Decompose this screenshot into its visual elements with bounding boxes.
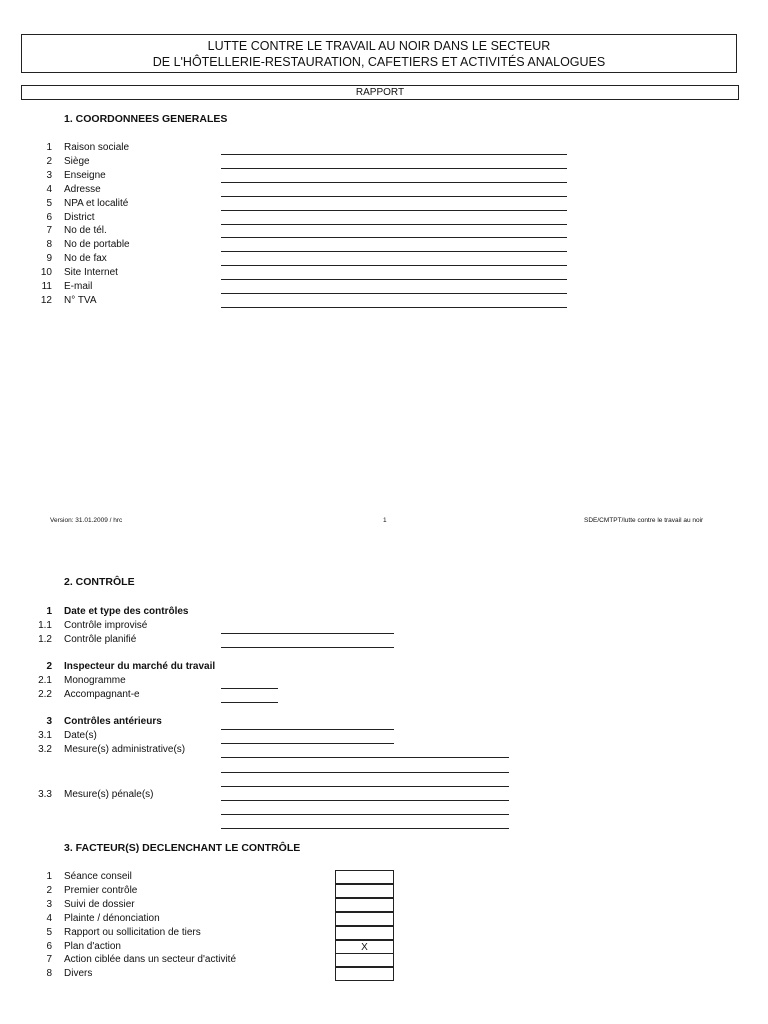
item-number: 2.1 (38, 675, 52, 686)
item-number: 9 (46, 253, 52, 265)
item-number: 8 (46, 968, 52, 980)
footer-version: Version: 31.01.2009 / hrc (50, 517, 123, 524)
controle-planifie-field[interactable] (221, 647, 394, 648)
group-1-number: 1 (46, 606, 52, 617)
mesures-admin-field-1[interactable] (221, 757, 509, 758)
item-number: 1.2 (38, 634, 52, 645)
item-label: Divers (64, 968, 93, 980)
group-1-title: Date et type des contrôles (64, 606, 189, 617)
dates-field[interactable] (221, 743, 394, 744)
item-label: District (64, 211, 95, 223)
item-label: Rapport ou sollicitation de tiers (64, 926, 201, 938)
item-label: E-mail (64, 281, 93, 292)
item-number: 2 (46, 884, 52, 896)
item-label: Mesure(s) pénale(s) (64, 789, 154, 800)
controle-improvise-field[interactable] (221, 633, 394, 634)
group-2-number: 2 (46, 661, 52, 672)
document-title-box (21, 34, 737, 73)
group-2-title: Inspecteur du marché du travail (64, 661, 216, 672)
section-1-title: 1. COORDONNEES GENERALES (64, 113, 228, 125)
item-number: 3.3 (38, 789, 52, 800)
rapport-heading: RAPPORT (21, 85, 739, 100)
section-3-title: 3. FACTEUR(S) DECLENCHANT LE CONTRÔLE (64, 842, 301, 854)
item-label: Adresse (64, 183, 101, 195)
item-number: 4 (46, 912, 52, 924)
coordonnee-field[interactable] (221, 279, 567, 280)
mesures-penales-field-2[interactable] (221, 800, 509, 801)
section-2-title: 2. CONTRÔLE (64, 576, 135, 588)
facteur-checkbox[interactable] (335, 926, 394, 940)
item-number: 10 (40, 267, 52, 279)
monogramme-field[interactable] (221, 688, 278, 689)
item-label: Suivi de dossier (64, 898, 135, 910)
item-label: Contrôle planifié (64, 634, 137, 645)
item-number: 4 (46, 183, 52, 195)
group-3-number: 3 (46, 716, 52, 727)
item-number: 2 (46, 155, 52, 167)
item-number: 12 (40, 294, 52, 306)
item-label: Accompagnant-e (64, 689, 140, 700)
item-label: Siège (64, 155, 90, 167)
facteur-checkbox[interactable] (335, 967, 394, 981)
coordonnee-field[interactable] (221, 196, 567, 197)
item-label: No de fax (64, 253, 107, 265)
controles-anterieurs-field[interactable] (221, 729, 394, 730)
item-number: 1.1 (38, 620, 52, 631)
item-number: 7 (46, 954, 52, 966)
coordonnee-field[interactable] (221, 182, 567, 183)
item-label: No de portable (64, 239, 130, 251)
coordonnee-field[interactable] (221, 307, 567, 308)
coordonnee-field[interactable] (221, 224, 567, 225)
coordonnee-field[interactable] (221, 265, 567, 266)
item-number: 2.2 (38, 689, 52, 700)
item-number: 3 (46, 898, 52, 910)
item-label: NPA et localité (64, 197, 129, 209)
item-label: Raison sociale (64, 142, 130, 153)
item-label: Contrôle improvisé (64, 620, 148, 631)
mesures-penales-field-1[interactable] (221, 786, 509, 787)
item-label: Site Internet (64, 267, 118, 279)
item-label: Plan d'action (64, 940, 121, 952)
item-number: 11 (41, 281, 52, 292)
coordonnee-field[interactable] (221, 293, 567, 294)
item-number: 5 (46, 197, 52, 209)
title-line-1: LUTTE CONTRE LE TRAVAIL AU NOIR DANS LE SECTEUR (207, 39, 551, 53)
item-label: Séance conseil (64, 871, 132, 882)
item-label: Date(s) (64, 730, 97, 741)
item-number: 1 (46, 142, 52, 153)
mesures-penales-field-4[interactable] (221, 828, 509, 829)
item-label: Plainte / dénonciation (64, 912, 160, 924)
facteur-checkbox[interactable] (335, 898, 394, 912)
footer-reference: SDE/CMTPT/lutte contre le travail au noir (584, 517, 704, 524)
item-number: 1 (46, 871, 52, 882)
item-label: Enseigne (64, 169, 106, 181)
title-line-2: DE L'HÔTELLERIE-RESTAURATION, CAFETIERS ET ACTIVITÉS ANALOGUES (152, 55, 606, 69)
item-label: Premier contrôle (64, 884, 138, 896)
mesures-admin-field-2[interactable] (221, 772, 509, 773)
item-number: 3 (46, 169, 52, 181)
item-label: No de tél. (64, 225, 107, 237)
group-3-title: Contrôles antérieurs (64, 716, 162, 727)
coordonnee-field[interactable] (221, 154, 567, 155)
item-number: 6 (46, 940, 52, 952)
item-number: 8 (46, 239, 52, 251)
facteur-checkbox[interactable] (335, 870, 394, 884)
item-number: 5 (46, 926, 52, 938)
item-number: 3.1 (38, 730, 52, 741)
item-number: 7 (46, 225, 52, 237)
facteur-checkbox[interactable] (335, 884, 394, 898)
item-label: Action ciblée dans un secteur d'activité (64, 954, 237, 966)
coordonnee-field[interactable] (221, 237, 567, 238)
coordonnee-field[interactable] (221, 168, 567, 169)
accompagnant-field[interactable] (221, 702, 278, 703)
footer-page-number: 1 (383, 517, 387, 524)
mesures-penales-field-3[interactable] (221, 814, 509, 815)
item-number: 3.2 (38, 744, 52, 755)
coordonnee-field[interactable] (221, 210, 567, 211)
coordonnee-field[interactable] (221, 251, 567, 252)
item-number: 6 (46, 211, 52, 223)
facteur-checkbox[interactable] (335, 912, 394, 926)
item-label: Monogramme (64, 675, 126, 686)
item-label: N° TVA (64, 294, 97, 306)
item-label: Mesure(s) administrative(s) (64, 744, 186, 755)
facteur-checkbox[interactable] (335, 953, 394, 967)
facteur-checkbox[interactable]: X (335, 940, 394, 954)
